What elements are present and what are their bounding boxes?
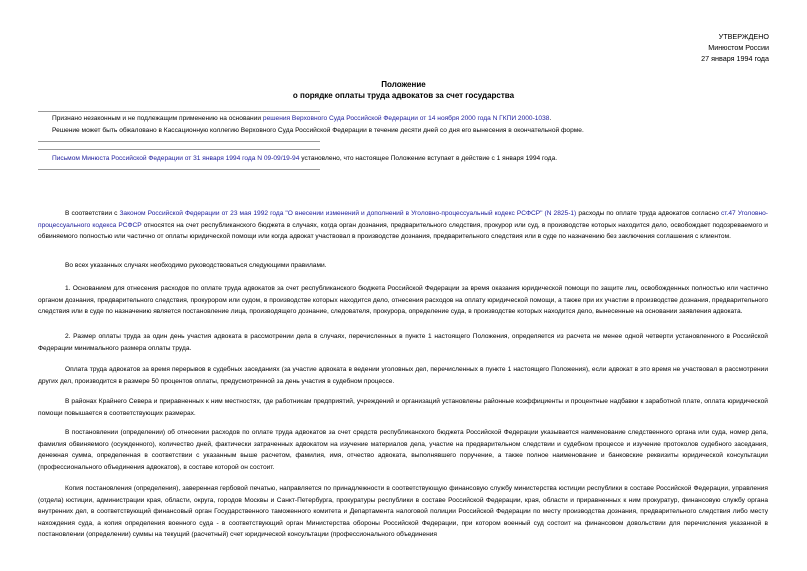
resolution-contents-text: В постановлении (определении) об отнесении расходов по оплате труда адвокатов за счет средств республиканского бюджета Российской Федерации указывается наименование следственного органа или суда, номер дела, фамилия обвиняемого (осужденного), количество дней, фактически затраченных адвокатом на изучение материалов дела, участие на предварительном следствии и судебном процессе и изучение протоколов судебного заседания, денежная сумма, определенная в соответствии с указанным выше расчетом, фамилия, имя, отчество адвоката, выполнявшего поручение, а также полное наименование и банковские реквизиты юридической консультации (профессионального объединения адвокатов), в составе которой он состоит. [38,429,768,471]
paragraph-resolution-copy [38,483,768,541]
approval-stamp [701,31,769,64]
note-invalidated [52,113,551,125]
criminal-code-article-link[interactable]: ст.47 Уголовно-процессуального кодекса РСФСР [38,210,769,229]
intro-middle: расходы по оплате труда адвокатов согласно [576,210,721,217]
federal-law-link[interactable]: Законом Российской Федерации от 23 мая 1992 года "О внесении изменений и дополнений в Уголовно-процессуальный кодекс РСФСР" (N 2825-1) [119,210,577,217]
paragraph-rules-intro [38,260,768,272]
paragraph-item-1 [38,283,768,318]
ministry-letter-link[interactable]: Письмом Минюста Российской Федерации от 31 января 1994 года N 09-09/19-94 [52,155,300,162]
paragraph-resolution-contents [38,427,768,473]
item-1-text: 1. Основанием для отнесения расходов по оплате труда адвокатов за счет республиканского бюджета Российской Федерации за время оказания юридической помощи по защите лиц, освобожденных полностью или частично органом дознания, предварительного следствия, прокурором или судом, в производстве которых находится дело, отнесения расходов на оплату юридической помощи, а также при их участии в производстве дознания, предварительного следствия или в суде по назначению является постановление лица, производящего дознание, следователя, прокурора, определение суда, в производстве которых находится дело, вынесенные на основании заявления адвоката. [38,285,768,316]
paragraph-intro [38,208,768,243]
title-line-1: Положение [381,80,426,89]
approval-line-3: 27 января 1994 года [701,54,769,63]
note-appeal: Решение может быть обжаловано в Кассационную коллегию Верховного Суда Российской Федерации в течение десяти дней со дня его вынесения в окончательной форме. [52,127,584,134]
divider-middle-2 [38,149,320,150]
rules-intro-text: Во всех указанных случаях необходимо руководствоваться следующими правилами. [65,262,327,269]
divider-middle [38,141,320,142]
item-2-text: 2. Размер оплаты труда за один день участия адвоката в рассмотрении дела в случаях, перечисленных в пункте 1 настоящего Положения, определяется из расчета не менее одной четверти установленного в Российской Федерации минимального размера оплаты труда. [38,333,768,352]
paragraph-item-2 [38,331,768,354]
approval-line-2: Минюстом России [708,43,769,52]
document-title [0,79,807,101]
note-3-suffix: установлено, что настоящее Положение вступает в действие с 1 января 1994 года. [299,155,558,162]
resolution-copy-text: Копия постановления (определения), заверенная гербовой печатью, направляется по принадлежности в соответствующую финансовую службу министерства юстиции республики в составе Российской Федерации, управления (отдела) юстиции, администрации края, области, округа, городов Москвы и Санкт-Петербурга, прокуратуры республики в составе Российской Федерации, края, области и приравненных к ним прокуратур, финансовую службу органа внутренних дел, в соответствующий финансовый орган Государственного таможенного комитета и Департамента налоговой полиции Российской Федерации по месту производства дознания, предварительного следствия либо месту нахождения суда, а копия определения военного суда - в соответствующий орган Министерства обороны Российской Федерации, при котором военный суд состоит на финансовом довольствии для перечисления указанной в постановлении (определении) суммы на текущий (расчетный) счет юридической консультации (профессионального объединения [38,485,768,539]
paragraph-far-north [38,396,768,419]
court-decision-link[interactable]: решения Верховного Суда Российской Федерации от 14 ноября 2000 года N ГКПИ 2000-1038 [262,115,550,122]
approval-line-1: УТВЕРЖДЕНО [718,32,769,41]
breaks-payment-text: Оплата труда адвокатов за время перерывов в судебных заседаниях (за участие адвоката в ведении уголовных дел, перечисленных в пункте 1 настоящего Положения), если адвокат в это время не участвовал в рассмотрении других дел, производится в размере 50 процентов оплаты, предусмотренной за день участия в судебном процессе. [38,366,768,385]
divider-bottom [38,169,320,170]
note-1-prefix: Признано незаконным и не подлежащим применению на основании [52,115,263,122]
note-1-suffix: . [549,115,552,122]
divider-top [38,111,320,112]
far-north-text: В районах Крайнего Севера и приравненных к ним местностях, где работникам предприятий, учреждений и организаций установлены районные коэффициенты и процентные надбавки к заработной плате, оплата юридической помощи повышается в соответствующих размерах. [38,398,768,417]
title-line-2: о порядке оплаты труда адвокатов за счет государства [292,91,515,100]
intro-suffix: относятся на счет республиканского бюджета в случаях, когда орган дознания, предварительного следствия, прокурор или суд, в производстве которых находится дело, освобождает подозреваемого и обвиняемого полностью или частично от оплаты юридической помощи или когда адвокат участвовал в производстве дознания, предварительного следствия или в суде по назначению без заключения соглашения с клиентом. [38,221,768,241]
paragraph-breaks-payment [38,364,768,387]
intro-prefix: В соответствии с [65,210,120,217]
note-effective [52,153,557,165]
